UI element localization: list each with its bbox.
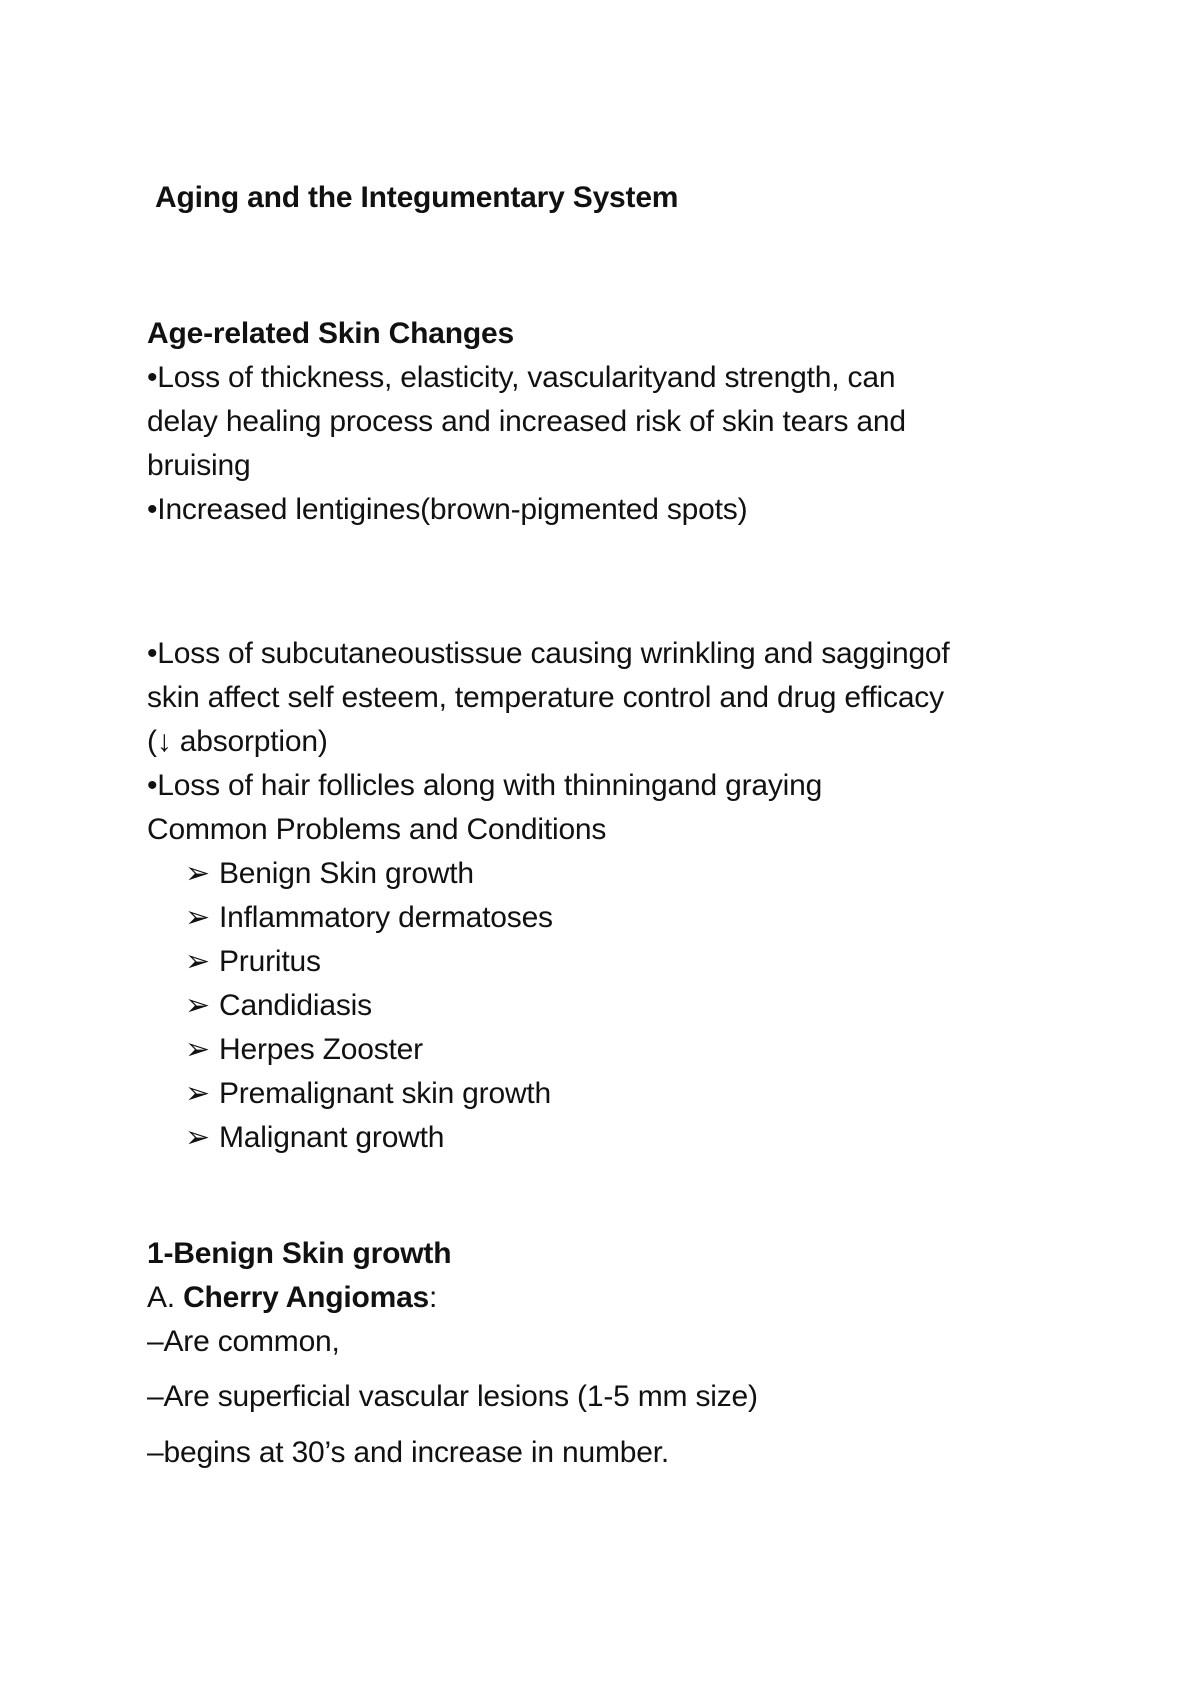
paragraph-line: delay healing process and increased risk of skin tears and [147, 405, 906, 438]
paragraph-line: –Are common, [147, 1325, 340, 1358]
paragraph-line: (↓ absorption) [147, 725, 328, 758]
list-item-label: Pruritus [219, 945, 321, 978]
paragraph-line: –begins at 30’s and increase in number. [147, 1436, 670, 1469]
list-item [185, 1028, 423, 1072]
arrow-bullet-icon: ➢ [185, 1033, 210, 1066]
page-title: Aging and the Integumentary System [155, 181, 679, 214]
conditions-heading: Common Problems and Conditions [147, 813, 607, 846]
arrow-bullet-icon: ➢ [185, 857, 210, 890]
list-item-label: Inflammatory dermatoses [219, 901, 553, 934]
list-item [185, 1072, 551, 1116]
paragraph-line: •Increased lentigines(brown-pigmented spots) [147, 493, 748, 526]
arrow-bullet-icon: ➢ [185, 989, 210, 1022]
paragraph-line: •Loss of thickness, elasticity, vascularityand strength, can [147, 361, 896, 394]
paragraph-line: •Loss of subcutaneoustissue causing wrinkling and saggingof [147, 637, 950, 670]
arrow-bullet-icon: ➢ [185, 1077, 210, 1110]
list-item-label: Malignant growth [219, 1121, 445, 1154]
arrow-bullet-icon: ➢ [185, 945, 210, 978]
list-item [185, 984, 372, 1028]
paragraph-line: bruising [147, 449, 251, 482]
list-item [185, 1116, 444, 1160]
arrow-bullet-icon: ➢ [185, 1121, 210, 1154]
sub-heading-prefix: A. [147, 1281, 184, 1314]
paragraph-line: skin affect self esteem, temperature control and drug efficacy [147, 681, 944, 714]
section-heading-skin-changes: Age-related Skin Changes [147, 317, 514, 350]
list-item [185, 940, 321, 984]
arrow-bullet-icon: ➢ [185, 901, 210, 934]
sub-heading-cherry-angiomas [147, 1276, 437, 1320]
section-heading-benign-growth: 1-Benign Skin growth [147, 1237, 452, 1270]
list-item-label: Herpes Zooster [219, 1033, 423, 1066]
list-item-label: Premalignant skin growth [219, 1077, 552, 1110]
list-item [185, 896, 553, 940]
sub-heading-label: Cherry Angiomas [183, 1281, 430, 1314]
paragraph-line: •Loss of hair follicles along with thinningand graying [147, 769, 823, 802]
list-item [185, 852, 474, 896]
list-item-label: Benign Skin growth [219, 857, 474, 890]
sub-heading-suffix: : [429, 1281, 438, 1314]
paragraph-line: –Are superficial vascular lesions (1-5 mm size) [147, 1380, 758, 1413]
list-item-label: Candidiasis [219, 989, 372, 1022]
